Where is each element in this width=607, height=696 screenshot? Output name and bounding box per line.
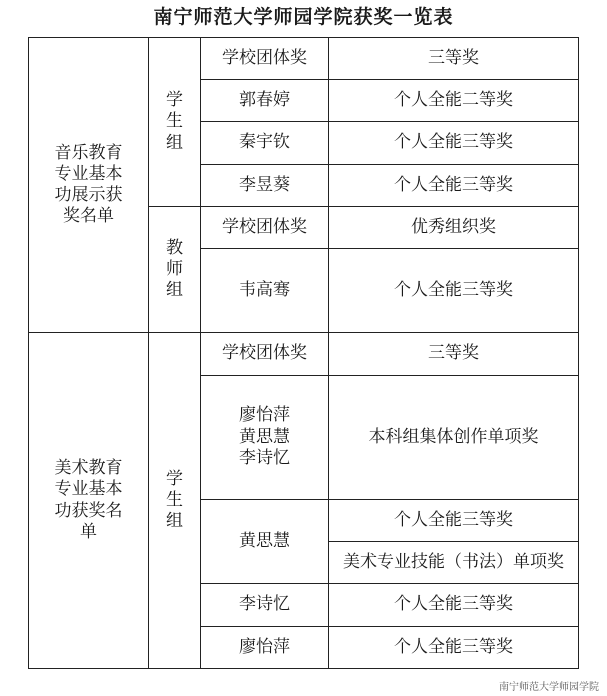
award-cell: 个人全能三等奖 (329, 584, 579, 626)
name-cell: 廖怡萍 (201, 626, 329, 668)
award-cell: 三等奖 (329, 333, 579, 375)
name-cell: 学校团体奖 (201, 38, 329, 80)
name-cell: 学校团体奖 (201, 333, 329, 375)
name-cell: 李昱葵 (201, 164, 329, 206)
group-label-char: 组 (166, 132, 183, 153)
art-category-line: 单 (80, 521, 97, 542)
award-cell: 优秀组织奖 (329, 206, 579, 248)
music-category-line: 奖名单 (63, 206, 114, 227)
name-cell: 黄思慧 (201, 500, 329, 584)
group-label-char: 学 (166, 90, 183, 110)
award-cell: 本科组集体创作单项奖 (329, 375, 579, 500)
award-cell: 三等奖 (329, 38, 579, 80)
art-category-line: 美术教育 (54, 458, 123, 479)
watermark: 南宁师范大学师园学院 (499, 682, 599, 693)
music-teacher-group-cell (149, 206, 201, 333)
table-row (29, 333, 579, 375)
group-label-char: 组 (166, 280, 183, 301)
name-cell: 郭春婷 (201, 80, 329, 122)
award-cell: 个人全能三等奖 (329, 626, 579, 668)
award-cell: 美术专业技能（书法）单项奖 (329, 542, 579, 584)
art-category-line: 专业基本 (54, 479, 123, 500)
name-cell: 李诗忆 (201, 584, 329, 626)
group-label-char: 生 (166, 490, 183, 511)
awards-table (28, 37, 579, 669)
member-name: 李诗忆 (239, 447, 290, 468)
group-names-cell (201, 375, 329, 500)
music-category-cell (29, 38, 149, 333)
group-label-char: 教 (166, 237, 183, 258)
name-cell: 秦宇钦 (201, 122, 329, 164)
music-category-line: 音乐教育 (54, 142, 123, 163)
award-cell: 个人全能三等奖 (329, 500, 579, 542)
award-cell: 个人全能三等奖 (329, 248, 579, 332)
award-cell: 个人全能三等奖 (329, 122, 579, 164)
music-category-line: 功展示获 (54, 185, 123, 206)
group-label-char: 组 (166, 511, 183, 532)
award-cell: 个人全能三等奖 (329, 164, 579, 206)
music-student-group-cell (149, 38, 201, 207)
name-cell: 学校团体奖 (201, 206, 329, 248)
page-title: 南宁师范大学师园学院获奖一览表 (153, 6, 454, 28)
art-category-cell (29, 333, 149, 669)
table-row (29, 38, 579, 80)
group-label-char: 师 (166, 258, 183, 279)
award-cell: 个人全能二等奖 (329, 80, 579, 122)
art-student-group-cell (149, 333, 201, 669)
member-name: 黄思慧 (239, 426, 290, 447)
name-cell: 韦高骞 (201, 248, 329, 332)
group-label-char: 生 (166, 111, 183, 132)
music-category-line: 专业基本 (54, 163, 123, 184)
art-category-line: 功获奖名 (54, 500, 123, 521)
member-name: 廖怡萍 (239, 405, 290, 426)
group-label-char: 学 (166, 468, 183, 489)
